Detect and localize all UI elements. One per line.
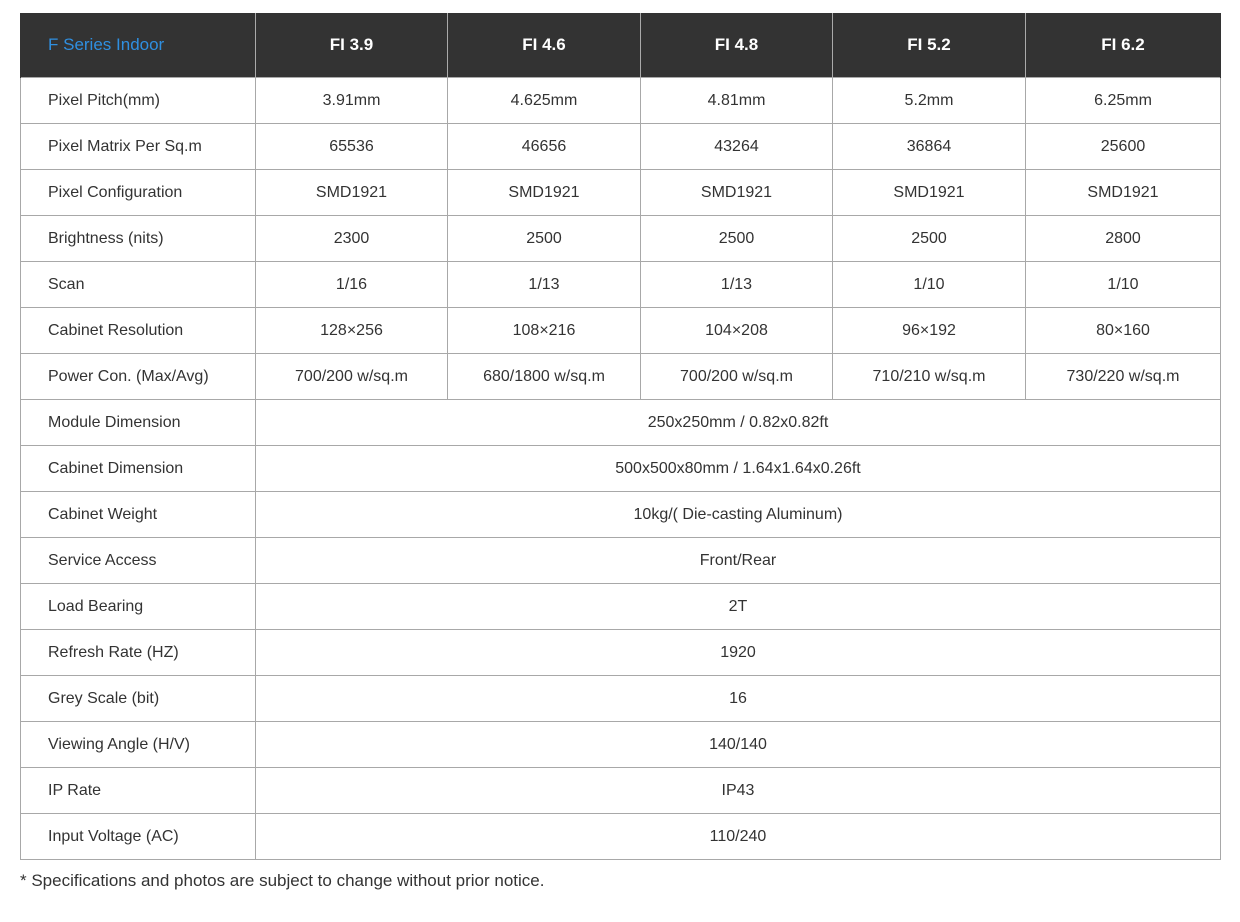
table-cell: 104×208 (641, 308, 833, 354)
table-cell: 96×192 (833, 308, 1026, 354)
table-cell: 3.91mm (256, 78, 448, 124)
model-header-fi-6-2: FI 6.2 (1026, 13, 1221, 78)
table-cell: 1/10 (1026, 262, 1221, 308)
row-label: Load Bearing (21, 584, 256, 630)
table-row (21, 676, 1221, 722)
table-cell: 6.25mm (1026, 78, 1221, 124)
row-label: Pixel Pitch(mm) (21, 78, 256, 124)
table-cell: SMD1921 (833, 170, 1026, 216)
table-cell: 80×160 (1026, 308, 1221, 354)
table-row (21, 124, 1221, 170)
row-label: Pixel Configuration (21, 170, 256, 216)
table-row (21, 768, 1221, 814)
table-cell: 710/210 w/sq.m (833, 354, 1026, 400)
table-cell: 730/220 w/sq.m (1026, 354, 1221, 400)
table-row (21, 722, 1221, 768)
model-header-fi-4-6: FI 4.6 (448, 13, 641, 78)
table-row (21, 170, 1221, 216)
table-row (21, 78, 1221, 124)
shared-cell: Front/Rear (256, 538, 1221, 584)
shared-cell: 140/140 (256, 722, 1221, 768)
shared-cell: IP43 (256, 768, 1221, 814)
table-cell: 128×256 (256, 308, 448, 354)
table-body (21, 78, 1221, 860)
row-label: Cabinet Dimension (21, 446, 256, 492)
series-title: F Series Indoor (21, 13, 256, 78)
table-row (21, 308, 1221, 354)
shared-cell: 10kg/( Die-casting Aluminum) (256, 492, 1221, 538)
row-label: Brightness (nits) (21, 216, 256, 262)
row-label: Module Dimension (21, 400, 256, 446)
row-label: Cabinet Weight (21, 492, 256, 538)
row-label: Service Access (21, 538, 256, 584)
table-cell: 2300 (256, 216, 448, 262)
row-label: Grey Scale (bit) (21, 676, 256, 722)
table-cell: 108×216 (448, 308, 641, 354)
shared-cell: 2T (256, 584, 1221, 630)
table-row (21, 262, 1221, 308)
row-label: Viewing Angle (H/V) (21, 722, 256, 768)
table-cell: 680/1800 w/sq.m (448, 354, 641, 400)
row-label: IP Rate (21, 768, 256, 814)
table-cell: 43264 (641, 124, 833, 170)
table-row (21, 538, 1221, 584)
table-cell: 2500 (641, 216, 833, 262)
table-row (21, 492, 1221, 538)
table-cell: 1/16 (256, 262, 448, 308)
spec-table-container (20, 13, 1220, 860)
model-header-fi-3-9: FI 3.9 (256, 13, 448, 78)
table-cell: 1/13 (448, 262, 641, 308)
row-label: Cabinet Resolution (21, 308, 256, 354)
table-cell: SMD1921 (641, 170, 833, 216)
table-row (21, 814, 1221, 860)
disclaimer-footnote: * Specifications and photos are subject to change without prior notice. (20, 871, 545, 890)
row-label: Input Voltage (AC) (21, 814, 256, 860)
table-cell: 5.2mm (833, 78, 1026, 124)
shared-cell: 500x500x80mm / 1.64x1.64x0.26ft (256, 446, 1221, 492)
shared-cell: 250x250mm / 0.82x0.82ft (256, 400, 1221, 446)
table-row (21, 216, 1221, 262)
header-row (21, 13, 1221, 78)
table-cell: 700/200 w/sq.m (256, 354, 448, 400)
table-row (21, 584, 1221, 630)
table-row (21, 446, 1221, 492)
table-header (21, 13, 1221, 78)
table-row (21, 400, 1221, 446)
table-cell: 25600 (1026, 124, 1221, 170)
table-cell: 2500 (833, 216, 1026, 262)
table-cell: 2500 (448, 216, 641, 262)
table-cell: 65536 (256, 124, 448, 170)
table-cell: 4.625mm (448, 78, 641, 124)
row-label: Pixel Matrix Per Sq.m (21, 124, 256, 170)
model-header-fi-4-8: FI 4.8 (641, 13, 833, 78)
table-cell: SMD1921 (1026, 170, 1221, 216)
table-cell: 4.81mm (641, 78, 833, 124)
table-cell: 1/13 (641, 262, 833, 308)
spec-table (20, 13, 1221, 860)
table-cell: 46656 (448, 124, 641, 170)
row-label: Refresh Rate (HZ) (21, 630, 256, 676)
table-cell: SMD1921 (448, 170, 641, 216)
table-cell: 1/10 (833, 262, 1026, 308)
table-row (21, 354, 1221, 400)
shared-cell: 1920 (256, 630, 1221, 676)
shared-cell: 110/240 (256, 814, 1221, 860)
table-cell: 2800 (1026, 216, 1221, 262)
table-cell: 700/200 w/sq.m (641, 354, 833, 400)
table-cell: 36864 (833, 124, 1026, 170)
shared-cell: 16 (256, 676, 1221, 722)
model-header-fi-5-2: FI 5.2 (833, 13, 1026, 78)
row-label: Scan (21, 262, 256, 308)
row-label: Power Con. (Max/Avg) (21, 354, 256, 400)
table-cell: SMD1921 (256, 170, 448, 216)
table-row (21, 630, 1221, 676)
